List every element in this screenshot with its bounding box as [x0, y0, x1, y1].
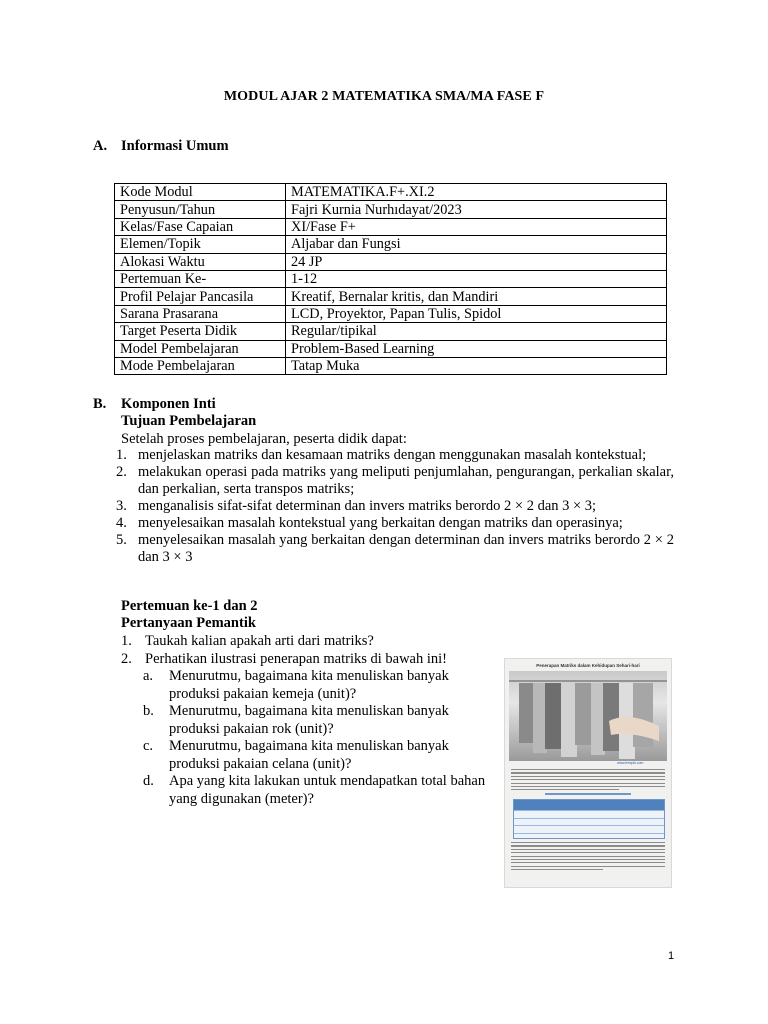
tujuan-item [116, 515, 674, 532]
item-number: 4. [116, 515, 127, 531]
item-letter: c. [143, 738, 154, 754]
pertemuan-heading: Pertemuan ke-1 dan 2 [121, 598, 258, 614]
tujuan-item [116, 498, 674, 515]
pemantik-subitem [121, 738, 501, 773]
tujuan-list [116, 447, 674, 566]
item-text: Menurutmu, bagaimana kita menuliskan banyak produksi pakaian kemeja (unit)? [169, 668, 449, 702]
item-text: menjelaskan matriks dan kesamaan matriks dengan menggunakan masalah kontekstual; [138, 447, 647, 463]
pemantik-sublist-wrapper [121, 668, 501, 808]
illustration-paragraph-1 [511, 769, 665, 793]
pemantik-subitem [121, 668, 501, 703]
info-row [115, 201, 667, 218]
section-b-heading: B. Komponen Inti [93, 396, 216, 412]
item-text: Menurutmu, bagaimana kita menuliskan banyak produksi pakaian celana (unit)? [169, 738, 449, 772]
info-row [115, 253, 667, 270]
info-table [114, 183, 667, 375]
info-value: Fajri Kurnia Nurhıdayat/2023 [286, 201, 667, 218]
item-number: 2. [121, 650, 132, 667]
info-value: LCD, Proyektor, Papan Tulis, Spidol [286, 305, 667, 322]
info-row [115, 323, 667, 340]
info-row [115, 340, 667, 357]
illustration-caption: www.freepik.com [617, 761, 644, 765]
info-row [115, 236, 667, 253]
info-value: Regular/tipikal [286, 323, 667, 340]
item-number: 3. [116, 498, 127, 514]
item-text: Taukah kalian apakah arti dari matriks? [145, 633, 374, 649]
info-row [115, 288, 667, 305]
item-text: melakukan operasi pada matriks yang meliputi penjumlahan, pengurangan, perkalian skalar, dan perkalian, serta transpos matriks; [138, 464, 674, 497]
info-value: Tatap Muka [286, 357, 667, 374]
item-number: 5. [116, 532, 127, 548]
info-label: Mode Pembelajaran [115, 357, 286, 374]
pemantik-sublist [121, 668, 501, 808]
section-a-heading: A. Informasi Umum [93, 138, 229, 154]
info-row [115, 305, 667, 322]
info-label: Target Peserta Didik [115, 323, 286, 340]
pemantik-item [121, 633, 501, 651]
info-value: 1-12 [286, 270, 667, 287]
pemantik-subitem [121, 703, 501, 738]
tujuan-item [116, 447, 674, 464]
item-number: 1. [121, 633, 132, 649]
matrix-illustration-image [504, 658, 672, 888]
info-value: Problem-Based Learning [286, 340, 667, 357]
item-letter: d. [143, 773, 154, 789]
pemantik-subitem [121, 773, 501, 808]
info-label: Pertemuan Ke- [115, 270, 286, 287]
info-label: Alokasi Waktu [115, 253, 286, 270]
info-label: Model Pembelajaran [115, 340, 286, 357]
info-label: Kelas/Fase Capaian [115, 218, 286, 235]
info-label: Penyusun/Tahun [115, 201, 286, 218]
pemantik-item [121, 651, 501, 669]
info-value: XI/Fase F+ [286, 218, 667, 235]
illustration-table-caption [545, 793, 631, 795]
tujuan-intro: Setelah proses pembelajaran, peserta didik dapat: [121, 431, 407, 447]
item-letter: b. [143, 703, 154, 719]
item-text: menyelesaikan masalah kontekstual yang berkaitan dengan matriks dan operasinya; [138, 515, 623, 531]
module-title: MODUL AJAR 2 MATEMATIKA SMA/MA FASE F [223, 89, 545, 104]
item-text: menyelesaikan masalah yang berkaitan dengan determinan dan invers matriks berordo 2 × 2 dan 3 × 3 [138, 532, 674, 565]
info-label: Elemen/Topik [115, 236, 286, 253]
info-value: Aljabar dan Fungsi [286, 236, 667, 253]
info-row [115, 218, 667, 235]
pemantik-heading: Pertanyaan Pemantik [121, 615, 256, 631]
tujuan-item [116, 532, 674, 566]
info-value: MATEMATIKA.F+.XI.2 [286, 184, 667, 201]
illustration-table [513, 799, 665, 839]
pemantik-list [121, 633, 501, 808]
item-text: Menurutmu, bagaimana kita menuliskan banyak produksi pakaian rok (unit)? [169, 703, 449, 737]
info-row [115, 357, 667, 374]
item-text: Apa yang kita lakukan untuk mendapatkan total bahan yang digunakan (meter)? [169, 773, 486, 807]
tujuan-item [116, 464, 674, 498]
info-value: Kreatif, Bernalar kritis, dan Mandiri [286, 288, 667, 305]
clothes-hanger-icon [509, 671, 667, 761]
info-value: 24 JP [286, 253, 667, 270]
info-row [115, 270, 667, 287]
info-label: Profil Pelajar Pancasila [115, 288, 286, 305]
item-number: 1. [116, 447, 127, 463]
illustration-title: Penerapan Matriks dalam Kehidupan Sehari-hari [536, 663, 640, 668]
illustration-paragraph-2 [511, 842, 665, 872]
item-letter: a. [143, 668, 154, 684]
page-number: 1 [668, 950, 675, 962]
info-label: Kode Modul [115, 184, 286, 201]
info-label: Sarana Prasarana [115, 305, 286, 322]
clothing-rack-photo [509, 671, 667, 761]
item-number: 2. [116, 464, 127, 480]
info-row [115, 184, 667, 201]
item-text: Perhatikan ilustrasi penerapan matriks di bawah ini! [145, 650, 447, 667]
item-text: menganalisis sifat-sifat determinan dan invers matriks berordo 2 × 2 dan 3 × 3; [138, 498, 597, 514]
tujuan-heading: Tujuan Pembelajaran [121, 413, 257, 429]
